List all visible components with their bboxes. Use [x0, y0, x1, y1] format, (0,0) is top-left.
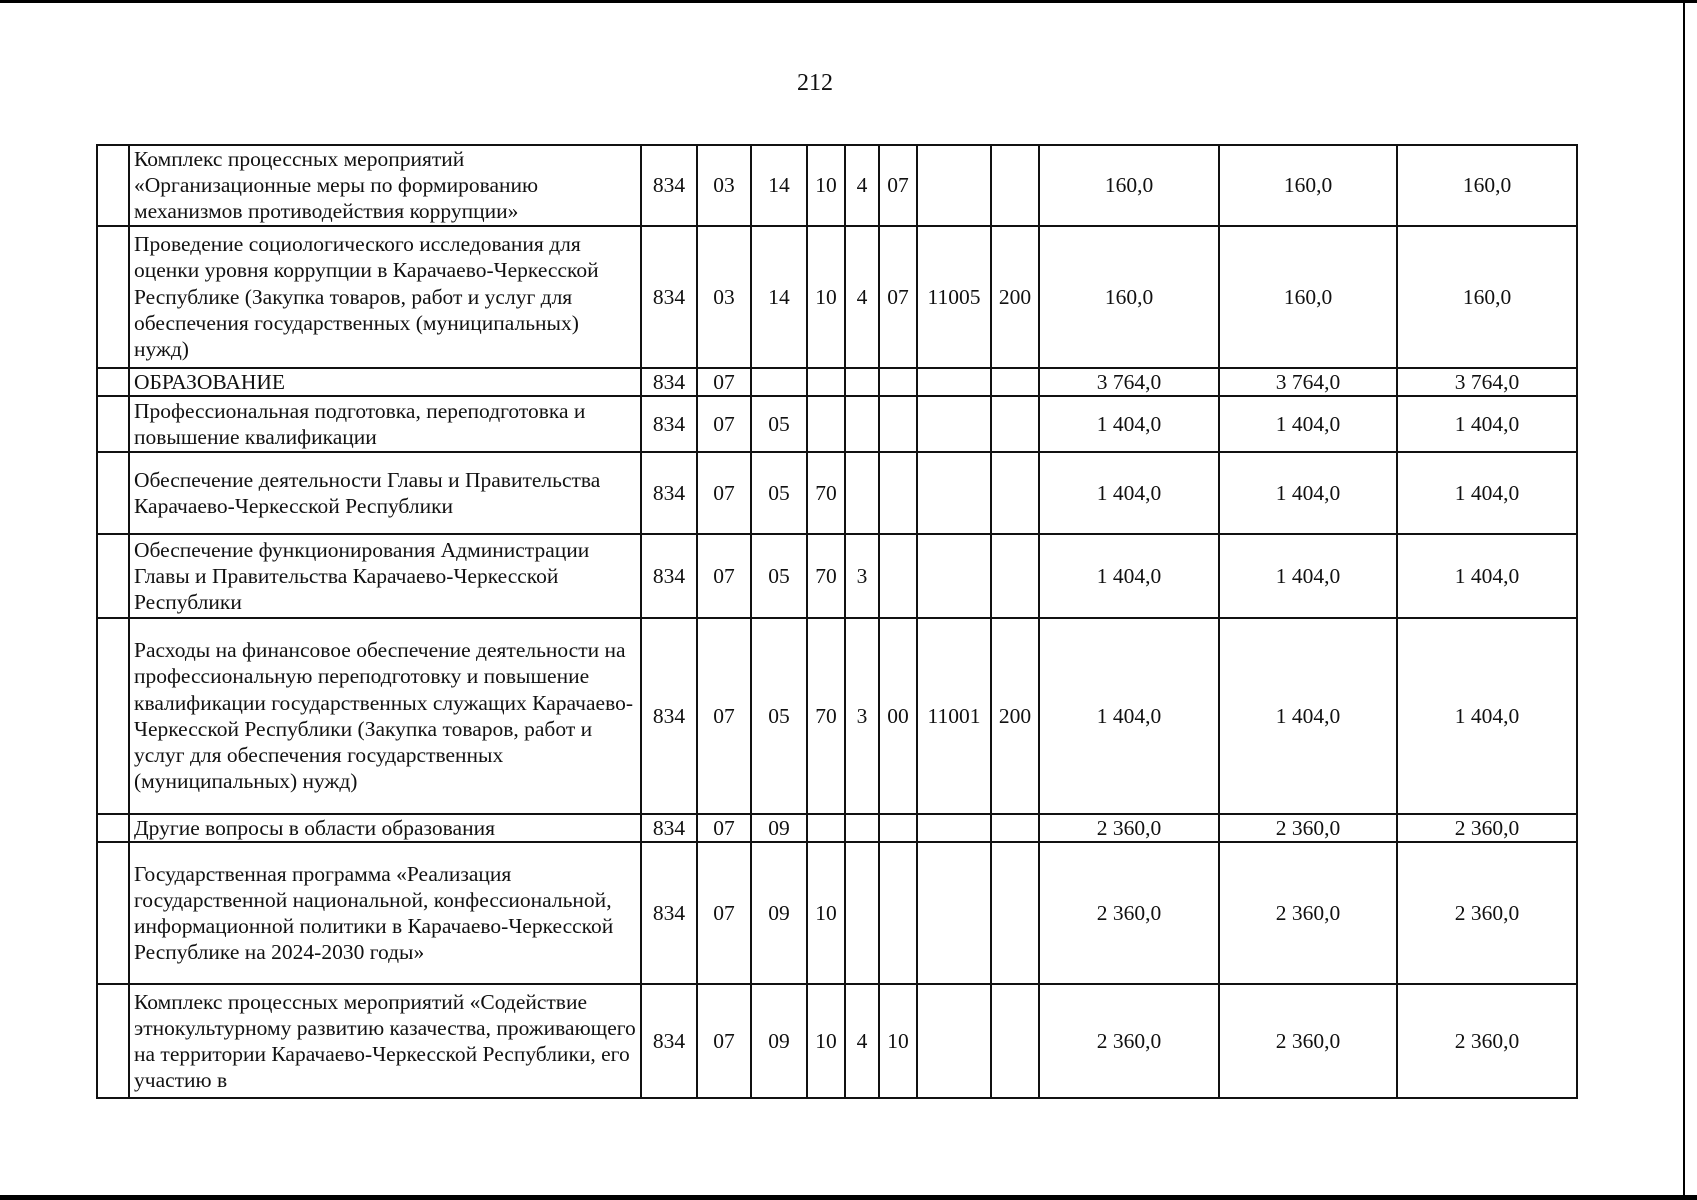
amount-year-1: 160,0 — [1039, 226, 1219, 368]
expense-name: Расходы на финансовое обеспечение деятельности на профессиональную переподготовку и повышение квалификации государственных служащих Карачаево-Черкесской Республики (Закупка товаров, работ и услуг для обеспечения государственных (муниципальных) нужд) — [129, 618, 641, 814]
expense-type-code: 200 — [991, 618, 1039, 814]
admin-code: 834 — [641, 145, 697, 226]
table-row — [97, 368, 1577, 396]
row-index-cell — [97, 452, 129, 534]
subprogram-code — [845, 396, 879, 452]
amount-year-2: 160,0 — [1219, 145, 1397, 226]
section-code: 03 — [697, 145, 751, 226]
amount-year-2: 2 360,0 — [1219, 842, 1397, 984]
section-code: 07 — [697, 618, 751, 814]
expense-type-code — [991, 984, 1039, 1098]
measure-code: 00 — [879, 618, 917, 814]
expense-type-code — [991, 368, 1039, 396]
expense-type-code — [991, 842, 1039, 984]
measure-code: 07 — [879, 145, 917, 226]
program-code — [807, 814, 845, 842]
amount-year-2: 2 360,0 — [1219, 984, 1397, 1098]
program-code — [807, 368, 845, 396]
expense-name: Государственная программа «Реализация государственной национальной, конфессиональной, информационной политики в Карачаево-Черкесской Республике на 2024-2030 годы» — [129, 842, 641, 984]
expense-name: Другие вопросы в области образования — [129, 814, 641, 842]
subsection-code: 09 — [751, 842, 807, 984]
right-border-line — [1683, 0, 1685, 1200]
measure-code — [879, 842, 917, 984]
table-row — [97, 618, 1577, 814]
subsection-code: 09 — [751, 984, 807, 1098]
admin-code: 834 — [641, 814, 697, 842]
subsection-code: 09 — [751, 814, 807, 842]
admin-code: 834 — [641, 618, 697, 814]
direction-code: 11001 — [917, 618, 991, 814]
table-row — [97, 814, 1577, 842]
expense-name: ОБРАЗОВАНИЕ — [129, 368, 641, 396]
section-code: 07 — [697, 984, 751, 1098]
expense-type-code — [991, 396, 1039, 452]
subprogram-code: 4 — [845, 984, 879, 1098]
table-row — [97, 452, 1577, 534]
measure-code — [879, 396, 917, 452]
amount-year-2: 160,0 — [1219, 226, 1397, 368]
section-code: 03 — [697, 226, 751, 368]
amount-year-2: 2 360,0 — [1219, 814, 1397, 842]
amount-year-3: 3 764,0 — [1397, 368, 1577, 396]
subprogram-code: 4 — [845, 226, 879, 368]
subprogram-code — [845, 368, 879, 396]
row-index-cell — [97, 984, 129, 1098]
subsection-code: 14 — [751, 226, 807, 368]
expense-name: Проведение социологического исследования для оценки уровня коррупции в Карачаево-Черкесской Республике (Закупка товаров, работ и услуг для обеспечения государственных (муниципальных) нужд) — [129, 226, 641, 368]
subsection-code: 05 — [751, 618, 807, 814]
direction-code — [917, 534, 991, 618]
subprogram-code — [845, 842, 879, 984]
program-code: 10 — [807, 984, 845, 1098]
subsection-code — [751, 368, 807, 396]
subsection-code: 05 — [751, 396, 807, 452]
measure-code — [879, 368, 917, 396]
amount-year-1: 1 404,0 — [1039, 396, 1219, 452]
section-code: 07 — [697, 842, 751, 984]
expense-type-code: 200 — [991, 226, 1039, 368]
section-code: 07 — [697, 368, 751, 396]
expense-type-code — [991, 452, 1039, 534]
amount-year-3: 1 404,0 — [1397, 396, 1577, 452]
amount-year-2: 1 404,0 — [1219, 534, 1397, 618]
measure-code — [879, 452, 917, 534]
amount-year-3: 2 360,0 — [1397, 842, 1577, 984]
row-index-cell — [97, 145, 129, 226]
program-code — [807, 396, 845, 452]
direction-code — [917, 984, 991, 1098]
program-code: 10 — [807, 842, 845, 984]
expense-name: Комплекс процессных мероприятий «Организационные меры по формированию механизмов противодействия коррупции» — [129, 145, 641, 226]
subprogram-code: 4 — [845, 145, 879, 226]
table-row — [97, 226, 1577, 368]
amount-year-3: 2 360,0 — [1397, 814, 1577, 842]
amount-year-1: 2 360,0 — [1039, 814, 1219, 842]
page-number: 212 — [797, 70, 833, 96]
direction-code — [917, 368, 991, 396]
subsection-code: 05 — [751, 452, 807, 534]
amount-year-3: 1 404,0 — [1397, 618, 1577, 814]
amount-year-2: 1 404,0 — [1219, 452, 1397, 534]
admin-code: 834 — [641, 452, 697, 534]
direction-code — [917, 396, 991, 452]
direction-code — [917, 452, 991, 534]
table-row — [97, 842, 1577, 984]
section-code: 07 — [697, 814, 751, 842]
amount-year-1: 3 764,0 — [1039, 368, 1219, 396]
subprogram-code: 3 — [845, 618, 879, 814]
amount-year-1: 2 360,0 — [1039, 984, 1219, 1098]
amount-year-3: 1 404,0 — [1397, 452, 1577, 534]
expense-name: Профессиональная подготовка, переподготовка и повышение квалификации — [129, 396, 641, 452]
section-code: 07 — [697, 452, 751, 534]
expense-type-code — [991, 145, 1039, 226]
section-code: 07 — [697, 396, 751, 452]
amount-year-3: 160,0 — [1397, 145, 1577, 226]
admin-code: 834 — [641, 226, 697, 368]
program-code: 70 — [807, 452, 845, 534]
admin-code: 834 — [641, 396, 697, 452]
row-index-cell — [97, 618, 129, 814]
program-code: 10 — [807, 145, 845, 226]
amount-year-3: 2 360,0 — [1397, 984, 1577, 1098]
amount-year-3: 160,0 — [1397, 226, 1577, 368]
measure-code — [879, 814, 917, 842]
amount-year-1: 2 360,0 — [1039, 842, 1219, 984]
admin-code: 834 — [641, 984, 697, 1098]
direction-code — [917, 814, 991, 842]
admin-code: 834 — [641, 842, 697, 984]
row-index-cell — [97, 368, 129, 396]
subprogram-code — [845, 814, 879, 842]
measure-code: 07 — [879, 226, 917, 368]
measure-code — [879, 534, 917, 618]
expense-type-code — [991, 814, 1039, 842]
subprogram-code: 3 — [845, 534, 879, 618]
bottom-border-line — [0, 1195, 1697, 1200]
admin-code: 834 — [641, 368, 697, 396]
budget-table — [96, 144, 1578, 1099]
program-code: 70 — [807, 618, 845, 814]
row-index-cell — [97, 842, 129, 984]
measure-code: 10 — [879, 984, 917, 1098]
top-border-line — [0, 0, 1697, 3]
subprogram-code — [845, 452, 879, 534]
expense-name: Обеспечение функционирования Администрации Главы и Правительства Карачаево-Черкесской Республики — [129, 534, 641, 618]
amount-year-2: 3 764,0 — [1219, 368, 1397, 396]
table-row — [97, 534, 1577, 618]
amount-year-1: 160,0 — [1039, 145, 1219, 226]
amount-year-1: 1 404,0 — [1039, 534, 1219, 618]
section-code: 07 — [697, 534, 751, 618]
row-index-cell — [97, 396, 129, 452]
expense-type-code — [991, 534, 1039, 618]
program-code: 70 — [807, 534, 845, 618]
amount-year-3: 1 404,0 — [1397, 534, 1577, 618]
table-row — [97, 396, 1577, 452]
expense-name: Обеспечение деятельности Главы и Правительства Карачаево-Черкесской Республики — [129, 452, 641, 534]
amount-year-1: 1 404,0 — [1039, 618, 1219, 814]
table-row — [97, 145, 1577, 226]
expense-name: Комплекс процессных мероприятий «Содействие этнокультурному развитию казачества, проживающего на территории Карачаево-Черкесской Республики, его участию в — [129, 984, 641, 1098]
amount-year-2: 1 404,0 — [1219, 618, 1397, 814]
direction-code — [917, 842, 991, 984]
row-index-cell — [97, 814, 129, 842]
admin-code: 834 — [641, 534, 697, 618]
row-index-cell — [97, 534, 129, 618]
table-row — [97, 984, 1577, 1098]
direction-code: 11005 — [917, 226, 991, 368]
row-index-cell — [97, 226, 129, 368]
subsection-code: 05 — [751, 534, 807, 618]
direction-code — [917, 145, 991, 226]
amount-year-2: 1 404,0 — [1219, 396, 1397, 452]
program-code: 10 — [807, 226, 845, 368]
amount-year-1: 1 404,0 — [1039, 452, 1219, 534]
subsection-code: 14 — [751, 145, 807, 226]
